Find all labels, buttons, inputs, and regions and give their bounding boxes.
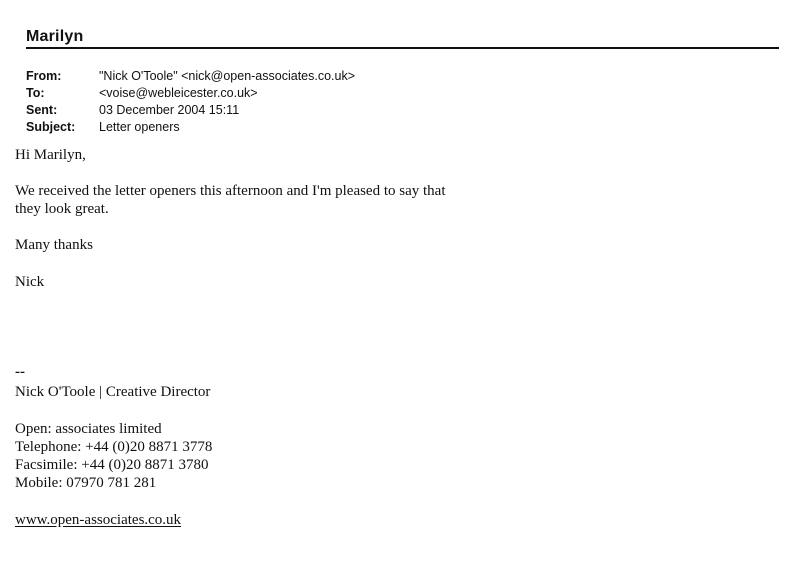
mailbox-owner-name: Marilyn [26, 28, 84, 45]
sign-off: Nick [15, 274, 45, 290]
greeting: Hi Marilyn, [15, 147, 86, 163]
signature-facsimile: Facsimile: +44 (0)20 8871 3780 [15, 457, 209, 473]
sent-label: Sent: [26, 103, 58, 117]
header-divider [26, 47, 779, 49]
subject-label: Subject: [26, 120, 76, 134]
to-value: <voise@webleicester.co.uk> [99, 86, 258, 100]
header-row-from [26, 68, 355, 85]
to-label: To: [26, 86, 45, 100]
signature-website-link[interactable]: www.open-associates.co.uk [15, 512, 182, 528]
signature-separator: -- [15, 364, 25, 380]
signature-company: Open: associates limited [15, 421, 162, 437]
message-line-1: We received the letter openers this afternoon and I'm pleased to say that [15, 183, 446, 199]
email-headers [26, 68, 355, 136]
header-row-subject [26, 119, 355, 136]
signature-telephone: Telephone: +44 (0)20 8871 3778 [15, 439, 213, 455]
header-row-sent [26, 102, 355, 119]
signature-name-title: Nick O'Toole | Creative Director [15, 384, 211, 400]
message-line-2: they look great. [15, 201, 109, 217]
thanks-line: Many thanks [15, 237, 93, 253]
from-label: From: [26, 69, 62, 83]
from-value: "Nick O'Toole" <nick@open-associates.co.uk> [99, 69, 356, 83]
sent-value: 03 December 2004 15:11 [99, 103, 240, 117]
header-row-to [26, 85, 355, 102]
signature-mobile: Mobile: 07970 781 281 [15, 475, 157, 491]
subject-value: Letter openers [99, 120, 180, 134]
